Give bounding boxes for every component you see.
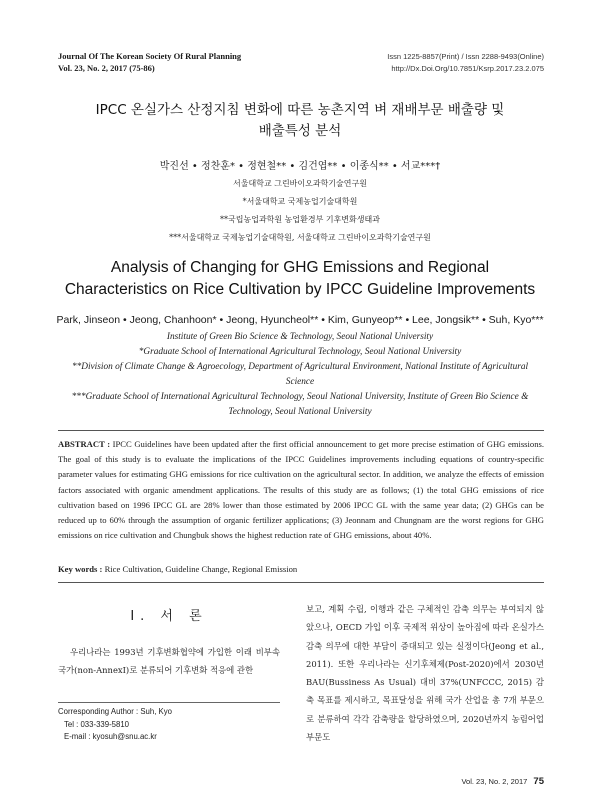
korean-affiliation: 서울대학교 그린바이오과학기술연구원: [233, 179, 367, 188]
journal-name: Journal Of The Korean Society Of Rural Planning: [58, 51, 242, 61]
issn-header: [387, 51, 544, 74]
abstract-label: ABSTRACT :: [58, 439, 111, 449]
journal-volume: Vol. 23, No. 2, 2017 (75-86): [58, 62, 155, 73]
doi-link[interactable]: http://Dx.Doi.Org/10.7851/Ksrp.2017.23.2.075: [391, 63, 544, 73]
korean-title-line2: 배출특성 분석: [258, 123, 342, 139]
korean-title: [40, 100, 560, 142]
english-title-line2: Characteristics on Rice Cultivation by IPCC Guideline Improvements: [64, 281, 536, 298]
english-affiliation: Institute of Green Bio Science & Technology, Seoul National University: [166, 332, 434, 342]
footnote-rule: [58, 702, 280, 703]
correspondence: [58, 706, 172, 744]
page-footer: [461, 776, 544, 787]
corresponding-author: Corresponding Author : Suh, Kyo: [58, 707, 172, 716]
english-authors: Park, Jinseon • Jeong, Chanhoon* • Jeong, Hyuncheol** • Kim, Gunyeop** • Lee, Jongsik** • Suh, Kyo***: [56, 314, 544, 326]
corresponding-tel: Tel : 033-339-5810: [64, 719, 130, 729]
english-title: [30, 257, 570, 301]
korean-title-line1: IPCC 온실가스 산정지침 변화에 따른 농촌지역 벼 재배부문 배출량 및: [95, 102, 505, 118]
keywords-bottom-rule: [58, 582, 544, 583]
section-heading: Ⅰ. 서 론: [130, 609, 208, 624]
issn-text: Issn 1225-8857(Print) / Issn 2288-9493(Online): [387, 52, 544, 61]
journal-header: [58, 51, 241, 74]
korean-affiliation: *서울대학교 국제농업기술대학원: [242, 197, 358, 206]
footer-volume: Vol. 23, No. 2, 2017: [461, 777, 528, 786]
abstract-text: IPCC Guidelines have been updated after the first official announcement to get more precise estimation of GHG emissions. The goal of this study is to evaluate the implications of the IPCC Guidelines improvements including equations of country-specific parameter values for estimating GHG emissions for rice cultivation on the agricultural sector. In addition, we analyze the effects of emission factors associated with organic amendment applications. The results of this study are as follows; (1) the total GHG emissions of rice cultivation based on 1996 IPCC GL are 28% lower than those estimated by 2006 IPCC GL with the same year data; (2) GHGs can be reduced up to 60% through the assumption of organic fertilizer applications; (3) Jeonnam and Chungnam are the worst regions for GHG emissions on rice cultivation and Chungbuk shows the highest reduction rate of GHG emissions, about 40%.: [58, 439, 544, 541]
english-affiliation: ***Graduate School of International Agricultural Technology, Seoul National University, Institute of Green Bio Science & Technology, Seoul National University: [71, 392, 529, 417]
body-right-column: 보고, 계획 수립, 이행과 같은 구체적인 감축 의무는 부여되지 않았으나, OECD 가입 이후 국제적 위상이 높아짐에 따라 온실가스 감축 의무에 대한 부담이 증대되고 있는 실정이다(Jeong et al., 2011). 또한 우리나라는 신기후체제(Post-2020)에서 2030년 BAU(Bussiness As Usual) 대비 37%(UNFCCC, 2015) 감축 목표를 제시하고, 목표달성을 위해 국가 산업을 총 7개 부문으로 분류하여 각각 감축량을 할당하였으며, 2020년까지 농림어업부문도: [306, 604, 544, 743]
korean-authors: 박진선 • 정찬훈* • 정현철** • 김건엽** • 이종식** • 서교***†: [159, 161, 441, 172]
corresponding-email[interactable]: E-mail : kyosuh@snu.ac.kr: [64, 732, 157, 741]
english-affiliation: **Division of Climate Change & Agroecology, Department of Agricultural Environment, National Institute of Agricultural Science: [71, 362, 529, 387]
korean-affiliation: ***서울대학교 국제농업기술대학원, 서울대학교 그린바이오과학기술연구원: [169, 233, 431, 242]
page-number: 75: [533, 776, 544, 787]
keywords-label: Key words :: [58, 564, 103, 574]
korean-affiliation: **국립농업과학원 농업환경부 기후변화생태과: [220, 215, 380, 224]
abstract: [58, 437, 544, 543]
keywords-text: Rice Cultivation, Guideline Change, Regional Emission: [104, 564, 298, 574]
english-affiliation: *Graduate School of International Agricultural Technology, Seoul National University: [138, 347, 462, 357]
keywords: [58, 564, 544, 574]
abstract-top-rule: [58, 430, 544, 431]
body-left-column: 우리나라는 1993년 기후변화협약에 가입한 이래 비부속국가(non-AnnexⅠ)로 분류되어 기후변화 적응에 관한: [58, 647, 280, 675]
english-title-line1: Analysis of Changing for GHG Emissions and Regional: [110, 259, 490, 276]
